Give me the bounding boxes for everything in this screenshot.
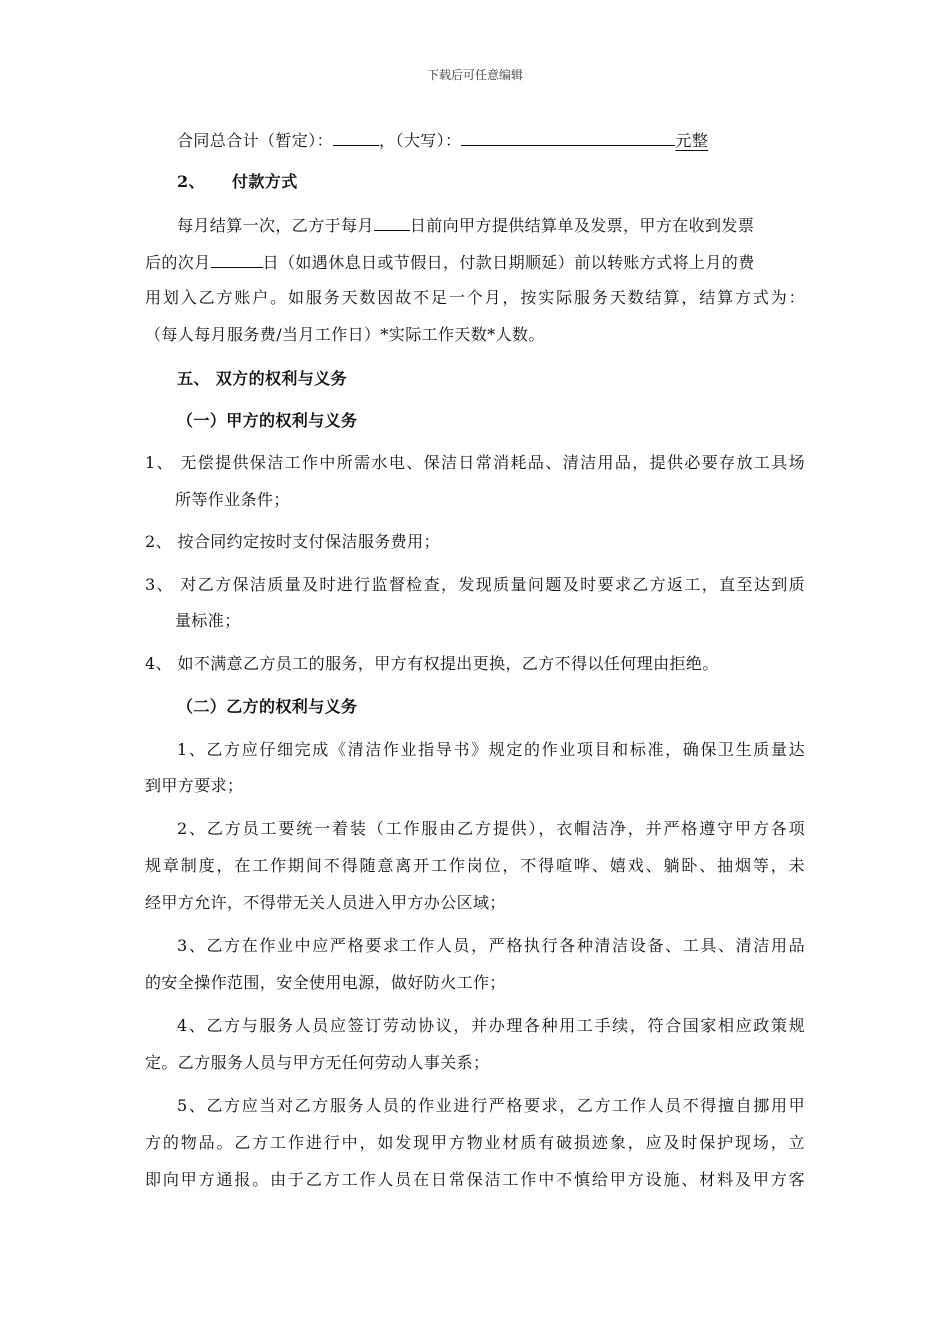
total-label: 合同总合计（暂定）： bbox=[177, 131, 334, 150]
party-a-item-1: 1、 无偿提供保洁工作中所需水电、保洁日常消耗品、清洁用品，提供必要存放工具场 bbox=[145, 453, 805, 472]
party-b-item-3: 3、乙方在作业中应严格要求工作人员，严格执行各种清洁设备、工具、清洁用品 bbox=[177, 936, 805, 955]
party-b-item-4-cont: 定。乙方服务人员与甲方无任何劳动人事关系； bbox=[145, 1053, 490, 1072]
party-b-item-1: 1、乙方应仔细完成《清洁作业指导书》规定的作业项目和标准，确保卫生质量达 bbox=[177, 740, 805, 759]
payment-line-2b: 日（如遇休息日或节假日，付款日期顺延）前以转账方式将上月的费 bbox=[262, 253, 755, 272]
payment-line-1 bbox=[177, 212, 754, 237]
party-b-item-5-cont-1: 方的物品。乙方工作进行中，如发现甲方物业材质有破损迹象，应及时保护现场，立 bbox=[145, 1133, 805, 1152]
party-b-item-2-cont-1: 规章制度，在工作期间不得随意离开工作岗位，不得喧哗、嬉戏、躺卧、抽烟等，未 bbox=[145, 856, 805, 875]
party-a-item-2: 2、 按合同约定按时支付保洁服务费用； bbox=[145, 532, 440, 551]
party-b-item-5-cont-2: 即向甲方通报。由于乙方工作人员在日常保洁工作中不慎给甲方设施、材料及甲方客 bbox=[145, 1170, 805, 1189]
payment-line-1b: 日前向甲方提供结算单及发票，甲方在收到发票 bbox=[409, 216, 755, 235]
contract-total-line bbox=[177, 127, 708, 152]
party-b-item-2: 2、乙方员工要统一着装（工作服由乙方提供），衣帽洁净，并严格遵守甲方各项 bbox=[177, 819, 805, 838]
party-a-item-3-cont: 量标准； bbox=[175, 611, 241, 630]
party-b-item-3-cont: 的安全操作范围，安全使用电源，做好防火工作； bbox=[145, 973, 506, 992]
section-5-title: 五、 双方的权利与义务 bbox=[177, 369, 347, 388]
payment-line-2a: 后的次月 bbox=[145, 253, 211, 272]
pay-day-blank bbox=[211, 249, 263, 268]
subsection-party-a: （一）甲方的权利与义务 bbox=[177, 411, 358, 430]
party-b-item-2-cont-2: 经甲方允许，不得带无关人员进入甲方办公区域； bbox=[145, 893, 506, 912]
party-b-item-5: 5、乙方应当对乙方服务人员的作业进行严格要求，乙方工作人员不得擅自挪用甲 bbox=[177, 1096, 805, 1115]
payment-number: 2、 bbox=[177, 172, 205, 191]
party-a-item-1-cont: 所等作业条件； bbox=[175, 490, 290, 509]
total-amount-blank bbox=[333, 127, 379, 146]
payment-line-3: 用划入乙方账户。如服务天数因故不足一个月，按实际服务天数结算，结算方式为： bbox=[145, 288, 805, 307]
total-sep: ，（大写）： bbox=[379, 131, 462, 150]
page-header: 下载后可任意编辑 bbox=[426, 68, 523, 82]
total-suffix: 元整 bbox=[675, 131, 709, 150]
payment-line-2 bbox=[145, 249, 755, 274]
party-a-item-4: 4、 如不满意乙方员工的服务，甲方有权提出更换，乙方不得以任何理由拒绝。 bbox=[145, 654, 719, 673]
payment-line-4: （每人每月服务费/当月工作日）*实际工作天数*人数。 bbox=[145, 325, 545, 344]
settle-day-blank bbox=[374, 212, 410, 231]
party-b-item-1-cont: 到甲方要求； bbox=[145, 776, 244, 795]
party-a-item-3: 3、 对乙方保洁质量及时进行监督检查，发现质量问题及时要求乙方返工，直至达到质 bbox=[145, 575, 805, 594]
total-uppercase-blank bbox=[461, 127, 675, 146]
subsection-party-b: （二）乙方的权利与义务 bbox=[177, 697, 358, 716]
payment-line-1a: 每月结算一次，乙方于每月 bbox=[177, 216, 374, 235]
party-b-item-4: 4、乙方与服务人员应签订劳动协议，并办理各种用工手续，符合国家相应政策规 bbox=[177, 1016, 805, 1035]
payment-title: 付款方式 bbox=[232, 172, 298, 191]
